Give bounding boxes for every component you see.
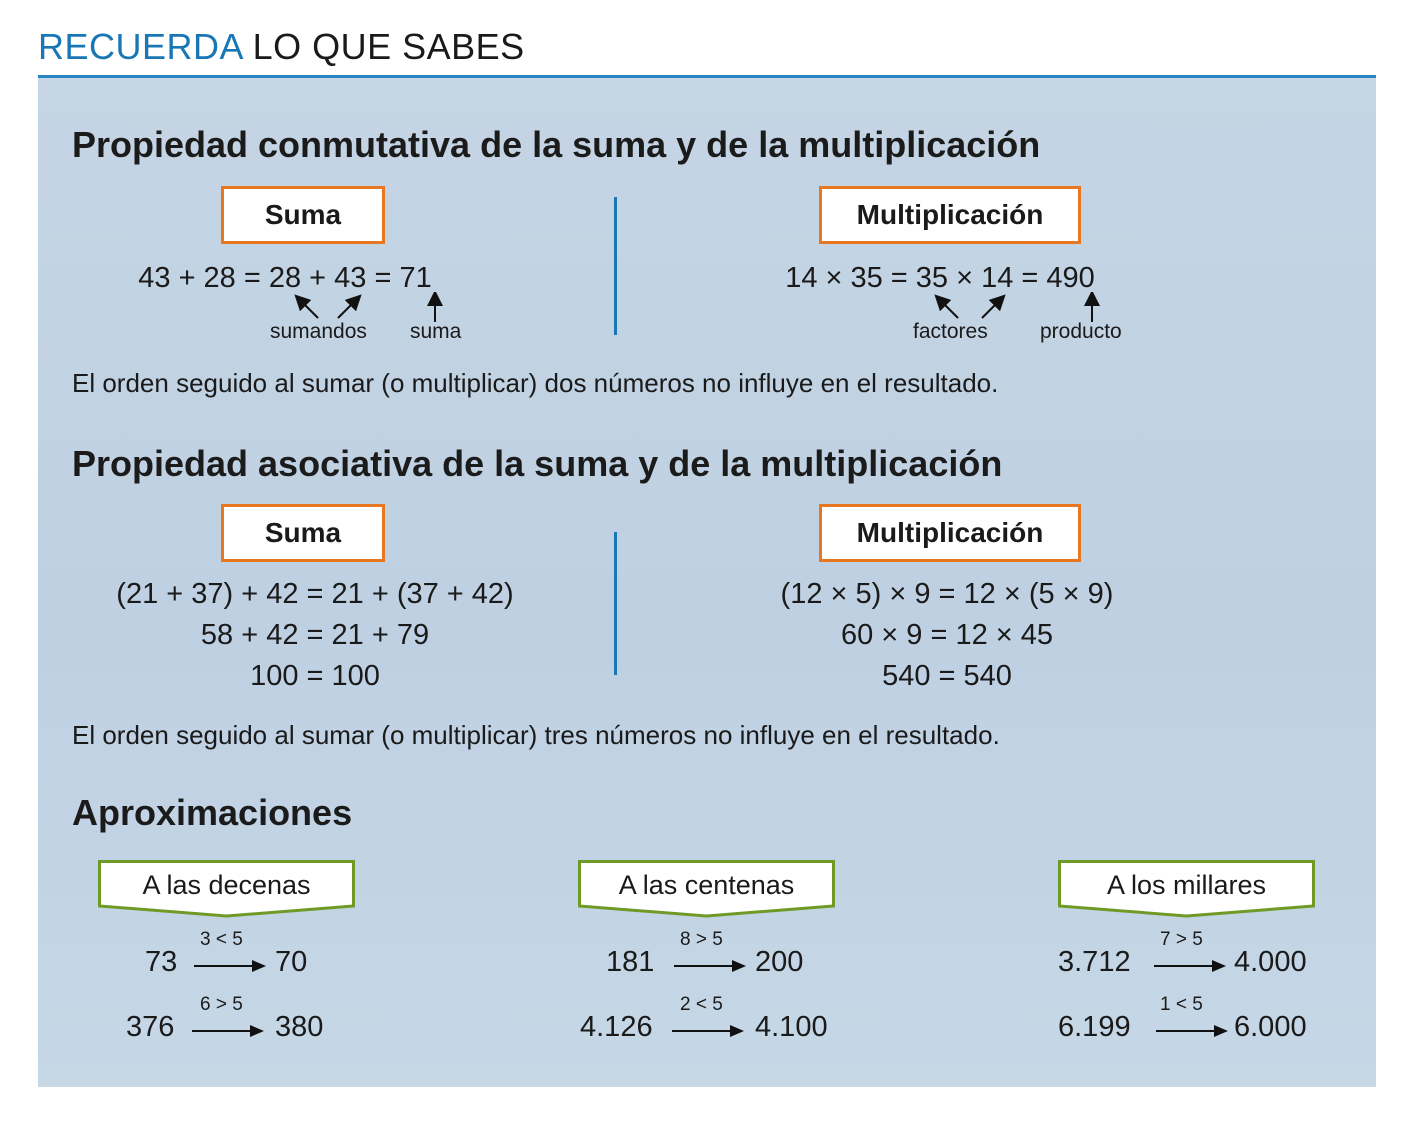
approx-to: 200 bbox=[755, 946, 804, 978]
approx-arrow bbox=[1152, 958, 1228, 974]
approx-from: 376 bbox=[126, 1011, 175, 1043]
approx-arrow bbox=[672, 958, 748, 974]
commutative-sum-box: Suma bbox=[221, 186, 385, 244]
approx-arrow bbox=[1154, 1023, 1230, 1039]
approx-cond: 2 < 5 bbox=[680, 994, 723, 1015]
approx-from: 4.126 bbox=[580, 1011, 653, 1043]
associative-mult-line-1: (12 × 5) × 9 = 12 × (5 × 9) bbox=[780, 578, 1114, 610]
approx-group-hundreds bbox=[578, 860, 835, 918]
header-rest: LO QUE SABES bbox=[252, 26, 525, 67]
arrow-to-factor-1 bbox=[940, 300, 958, 318]
approx-to: 70 bbox=[275, 946, 308, 978]
approx-arrow bbox=[190, 1023, 266, 1039]
column-divider-2 bbox=[614, 532, 617, 675]
approx-label-hundreds: A las centenas bbox=[618, 870, 795, 900]
label-addends: sumandos bbox=[270, 320, 367, 343]
commutative-title: Propiedad conmutativa de la suma y de la multiplicación bbox=[72, 124, 1041, 165]
label-product: producto bbox=[1040, 320, 1122, 343]
approx-to: 6.000 bbox=[1234, 1011, 1307, 1043]
column-divider-1 bbox=[614, 197, 617, 335]
associative-note: El orden seguido al sumar (o multiplicar) tres números no influye en el resultado. bbox=[72, 720, 1000, 750]
label-sum: suma bbox=[410, 320, 462, 343]
commutative-note: El orden seguido al sumar (o multiplicar) dos números no influye en el resultado. bbox=[72, 368, 999, 398]
approx-to: 380 bbox=[275, 1011, 324, 1043]
approx-to: 4.000 bbox=[1234, 946, 1307, 978]
approx-cond: 7 > 5 bbox=[1160, 929, 1203, 950]
approx-label-thousands: A los millares bbox=[1106, 870, 1267, 900]
approx-group-tens bbox=[98, 860, 355, 918]
associative-title: Propiedad asociativa de la suma y de la multiplicación bbox=[72, 443, 1003, 484]
approx-from: 3.712 bbox=[1058, 946, 1131, 978]
approx-cond: 8 > 5 bbox=[680, 929, 723, 950]
associative-sum-line-3: 100 = 100 bbox=[250, 660, 380, 692]
header-highlight: RECUERDA bbox=[38, 26, 243, 67]
approx-from: 73 bbox=[145, 946, 178, 978]
approx-arrow bbox=[192, 958, 268, 974]
approx-group-thousands bbox=[1058, 860, 1315, 918]
approx-from: 181 bbox=[606, 946, 655, 978]
approx-cond: 3 < 5 bbox=[200, 929, 243, 950]
associative-mult-box: Multiplicación bbox=[819, 504, 1081, 562]
approx-cond: 1 < 5 bbox=[1160, 994, 1203, 1015]
associative-mult-line-3: 540 = 540 bbox=[882, 660, 1012, 692]
approx-arrow bbox=[670, 1023, 746, 1039]
arrow-to-addend-2 bbox=[338, 300, 356, 318]
approx-from: 6.199 bbox=[1058, 1011, 1131, 1043]
section-header bbox=[38, 26, 525, 68]
arrow-to-factor-2 bbox=[982, 300, 1000, 318]
commutative-sum-equation: 43 + 28 = 28 + 43 = 71 bbox=[138, 262, 432, 294]
arrow-to-addend-1 bbox=[300, 300, 318, 318]
associative-mult-line-2: 60 × 9 = 12 × 45 bbox=[840, 619, 1054, 651]
approximations-title: Aproximaciones bbox=[72, 792, 353, 833]
associative-sum-line-1: (21 + 37) + 42 = 21 + (37 + 42) bbox=[116, 578, 514, 610]
commutative-mult-equation: 14 × 35 = 35 × 14 = 490 bbox=[785, 262, 1095, 294]
associative-sum-line-2: 58 + 42 = 21 + 79 bbox=[200, 619, 430, 651]
approx-label-tens: A las decenas bbox=[142, 870, 311, 900]
associative-sum-box: Suma bbox=[221, 504, 385, 562]
label-factors: factores bbox=[913, 320, 988, 343]
approx-cond: 6 > 5 bbox=[200, 994, 243, 1015]
commutative-mult-box: Multiplicación bbox=[819, 186, 1081, 244]
approx-to: 4.100 bbox=[755, 1011, 828, 1043]
